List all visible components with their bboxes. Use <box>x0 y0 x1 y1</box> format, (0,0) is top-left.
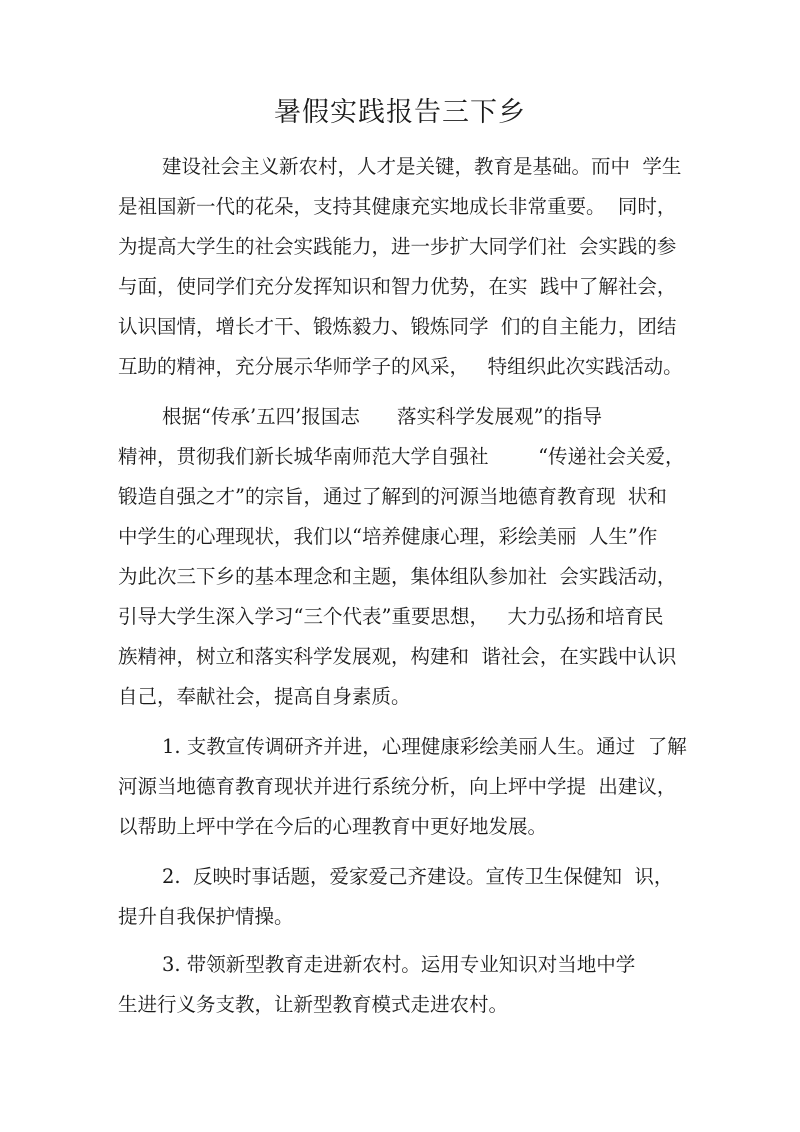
paragraph-1-line-2: 是祖国新一代的花朵，支持其健康充实地成长非常重要。 同时， <box>118 195 677 218</box>
paragraph-2-line-2: 精神，贯彻我们新长城华南师范大学自强社 “传递社会关爱， <box>118 445 685 468</box>
paragraph-5-line-1: 3. 带领新型教育走进新农村。运用专业知识对当地中学 <box>162 953 636 976</box>
paragraph-1-line-1: 建设社会主义新农村，人才是关键，教育是基础。而中 学生 <box>162 155 682 178</box>
paragraph-4-line-2: 提升自我保护情操。 <box>118 905 294 928</box>
paragraph-2-line-3: 锻造自强之才”的宗旨，通过了解到的河源当地德育教育现 状和 <box>118 485 667 508</box>
paragraph-5-line-2: 生进行义务支教，让新型教育模式走进农村。 <box>118 993 509 1016</box>
paragraph-1-line-6: 互助的精神，充分展示华师学子的风采， 特组织此次实践活动。 <box>118 355 683 378</box>
paragraph-1-line-3: 为提高大学生的社会实践能力，进一步扩大同学们社 会实践的参 <box>118 235 677 258</box>
paragraph-1-line-4: 与面，使同学们充分发挥知识和智力优势，在实 践中了解社会， <box>118 275 677 298</box>
paragraph-2-line-4: 中学生的心理现状，我们以“培养健康心理，彩绘美丽 人生”作 <box>118 525 658 548</box>
paragraph-1-line-5: 认识国情，增长才干、锻炼毅力、锻炼同学 们的自主能力，团结 <box>118 315 677 338</box>
paragraph-3-line-2: 河源当地德育教育现状并进行系统分析，向上坪中学提 出建议， <box>118 775 677 798</box>
paragraph-2-line-6: 引导大学生深入学习“三个代表”重要思想， 大力弘扬和培育民 <box>118 605 664 628</box>
paragraph-2-line-8: 自己，奉献社会，提高自身素质。 <box>118 685 411 708</box>
paragraph-2-line-7: 族精神，树立和落实科学发展观，构建和 谐社会，在实践中认识 <box>118 645 677 668</box>
paragraph-3-line-1: 1. 支教宣传调研齐并进，心理健康彩绘美丽人生。通过 了解 <box>162 735 687 758</box>
paragraph-2-line-5: 为此次三下乡的基本理念和主题，集体组队参加社 会实践活动， <box>118 565 677 588</box>
paragraph-3-line-3: 以帮助上坪中学在今后的心理教育中更好地发展。 <box>118 815 548 838</box>
paragraph-4-line-1: 2. 反映时事话题，爱家爱己齐建设。宣传卫生保健知 识， <box>162 865 674 888</box>
document-title: 暑假实践报告三下乡 <box>274 97 526 128</box>
paragraph-2-line-1: 根据“传承’五四’报国志 落实科学发展观”的指导 <box>162 405 603 428</box>
